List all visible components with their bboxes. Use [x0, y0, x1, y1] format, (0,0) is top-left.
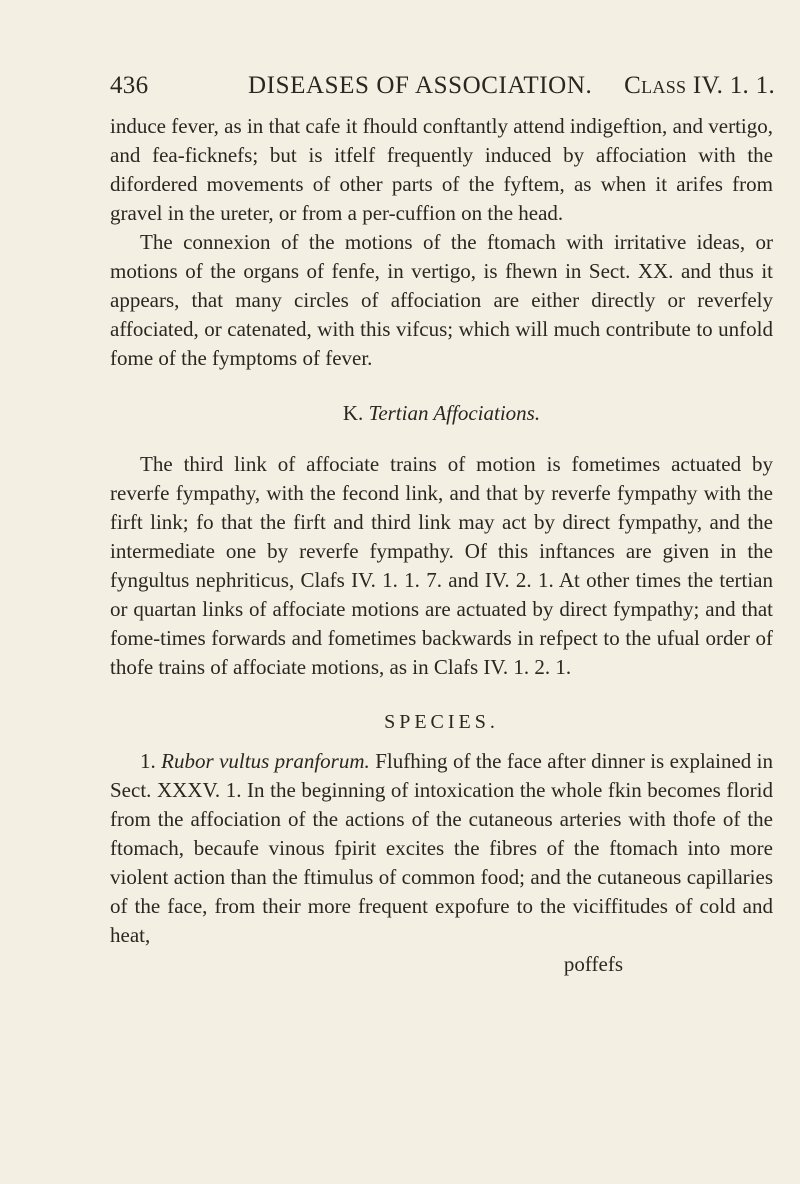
catchword: poffefs — [563, 952, 623, 976]
species-heading: SPECIES. — [384, 711, 499, 733]
section-letter: K. — [342, 401, 364, 425]
species-description: Flufhing of the face after dinner is explained in Sect. XXXV. 1. In the beginning of intoxication the whole fkin becomes florid from the affociation of the actions of the cutaneous arteries with thofe of the ftomach, becaufe vinous fpirit excites the fibres of the ftomach into more violent action than the ftimulus of common food; and the cutaneous capillaries of the face, from their more frequent expofure to the viciffitudes of cold and heat, — [110, 749, 774, 947]
class-reference: Class IV. 1. 1. — [624, 72, 775, 99]
running-title: DISEASES OF ASSOCIATION. — [248, 72, 593, 99]
paragraph-3: The third link of affociate trains of motion is fometimes actuated by reverfe fympathy, with the fecond link, and that by reverfe fympathy with the firft link; fo that the firft and third link may act by direct fympathy, and the intermediate one by reverfe fympathy. Of this inftances are given in the fyngultus nephriticus, Clafs IV. 1. 1. 7. and IV. 2. 1. At other times the tertian or quartan links of affociate motions are actuated by direct fympathy; and that fome-times forwards and fometimes backwards in refpect to the ufual order of thofe trains of affociate motions, as in Clafs IV. 1. 2. 1. — [110, 452, 773, 679]
page-number: 436 — [110, 72, 149, 99]
paragraph-1: induce fever, as in that cafe it fhould conftantly attend indigeftion, and vertigo, and fea-ficknefs; but is itfelf frequently induced by affociation with the difordered movements of other parts of the fyftem, as when it arifes from gravel in the ureter, or from a per-cuffion on the head. — [110, 114, 773, 225]
paragraph-2: The connexion of the motions of the ftomach with irritative ideas, or motions of the organs of fenfe, in vertigo, is fhewn in Sect. XX. and thus it appears, that many circles of affociation are either directly or reverfely affociated, or catenated, with this vifcus; which will much contribute to unfold fome of the fymptoms of fever. — [110, 230, 773, 370]
species-number: 1. — [140, 749, 156, 773]
body-text — [110, 112, 773, 979]
paragraph-4 — [110, 747, 773, 950]
section-title: Tertian Affociations. — [368, 401, 541, 425]
species-term: Rubor vultus pranforum. — [161, 749, 370, 773]
section-heading-k — [110, 399, 773, 428]
